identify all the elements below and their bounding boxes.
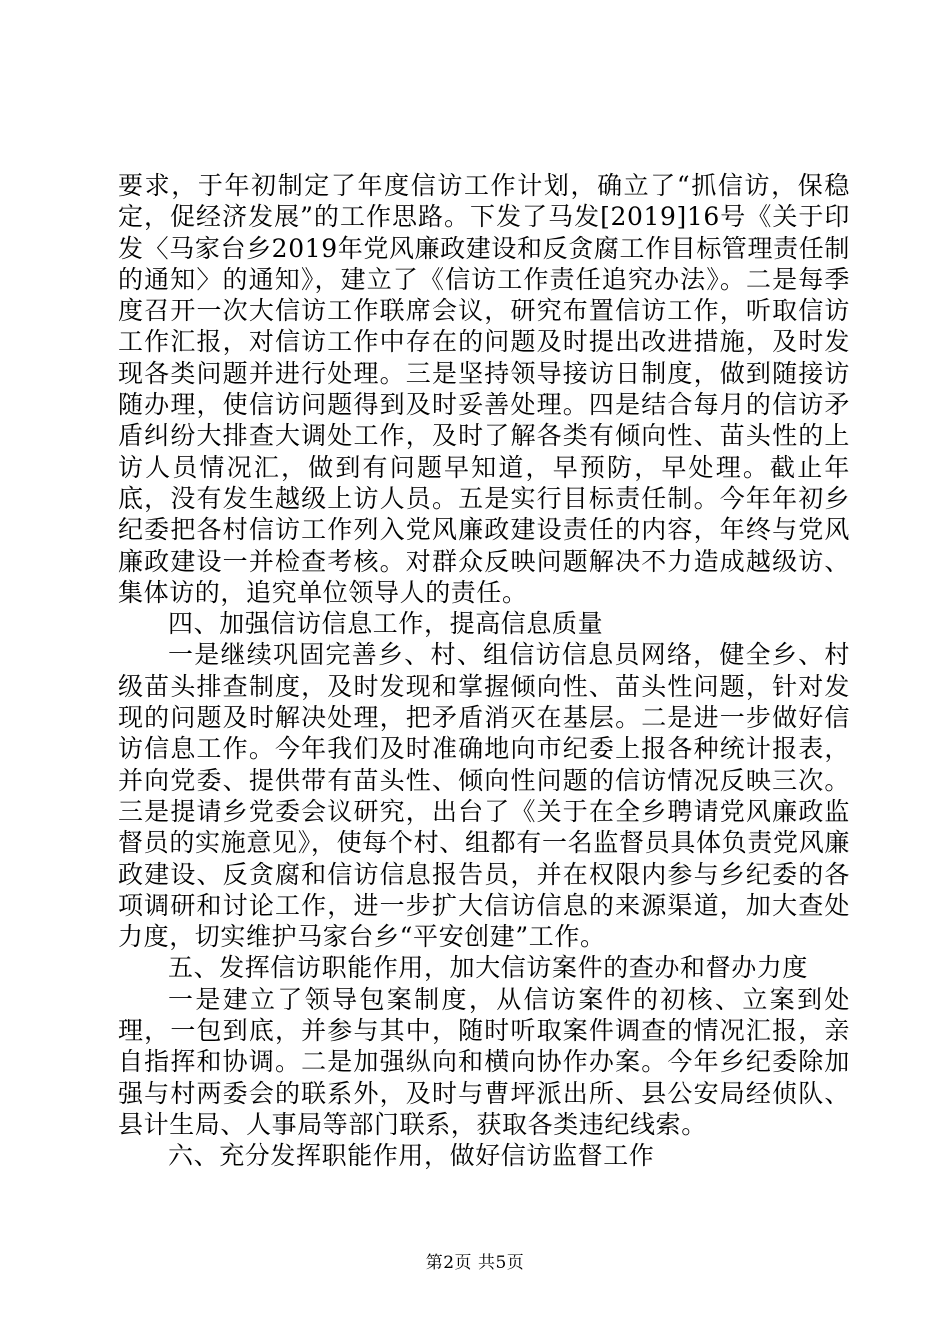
paragraph-section-4: 一是继续巩固完善乡、村、组信访信息员网络，健全乡、村级苗头排查制度，及时发现和掌握倾向性、苗头性问题，针对发现的问题及时解决处理，把矛盾消灭在基层。二是进一步做好信访信息工作。今年我们及时准确地向市纪委上报各种统计报表，并向党委、提供带有苗头性、倾向性问题的信访情况反映三次。三是提请乡党委会议研究，出台了《关于在全乡聘请党风廉政监督员的实施意见》，使每个村、组都有一名监督员具体负责党风廉政建设、反贪腐和信访信息报告员，并在权限内参与乡纪委的各项调研和讨论工作，进一步扩大信访信息的来源渠道，加大查处力度，切实维护马家台乡“平安创建”工作。 [118, 640, 850, 952]
section-heading-5: 五、发挥信访职能作用，加大信访案件的查办和督办力度 [168, 953, 809, 983]
section-heading-6: 六、充分发挥职能作用，做好信访监督工作 [168, 1141, 655, 1171]
section-heading-4: 四、加强信访信息工作，提高信息质量 [168, 609, 604, 639]
document-body [118, 170, 850, 1172]
page-footer: 第2页 共5页 [425, 1253, 525, 1273]
paragraph-section-5: 一是建立了领导包案制度，从信访案件的初核、立案到处理，一包到底，并参与其中，随时听取案件调查的情况汇报，亲自指挥和协调。二是加强纵向和横向协作办案。今年乡纪委除加强与村两委会的联系外，及时与曹坪派出所、县公安局经侦队、县计生局、人事局等部门联系，获取各类违纪线索。 [118, 984, 850, 1139]
paragraph-continuation: 要求，于年初制定了年度信访工作计划，确立了“抓信访，保稳定，促经济发展”的工作思路。下发了马发[2019]16号《关于印发〈马家台乡2019年党风廉政建设和反贪腐工作目标管理责任制的通知〉的通知》，建立了《信访工作责任追究办法》。二是每季度召开一次大信访工作联席会议，研究布置信访工作，听取信访工作汇报，对信访工作中存在的问题及时提出改进措施，及时发现各类问题并进行处理。三是坚持领导接访日制度，做到随接访随办理，使信访问题得到及时妥善处理。四是结合每月的信访矛盾纠纷大排查大调处工作，及时了解各类有倾向性、苗头性的上访人员情况汇，做到有问题早知道，早预防，早处理。截止年底，没有发生越级上访人员。五是实行目标责任制。今年年初乡纪委把各村信访工作列入党风廉政建设责任的内容，年终与党风廉政建设一并检查考核。对群众反映问题解决不力造成越级访、集体访的，追究单位领导人的责任。 [118, 171, 850, 607]
